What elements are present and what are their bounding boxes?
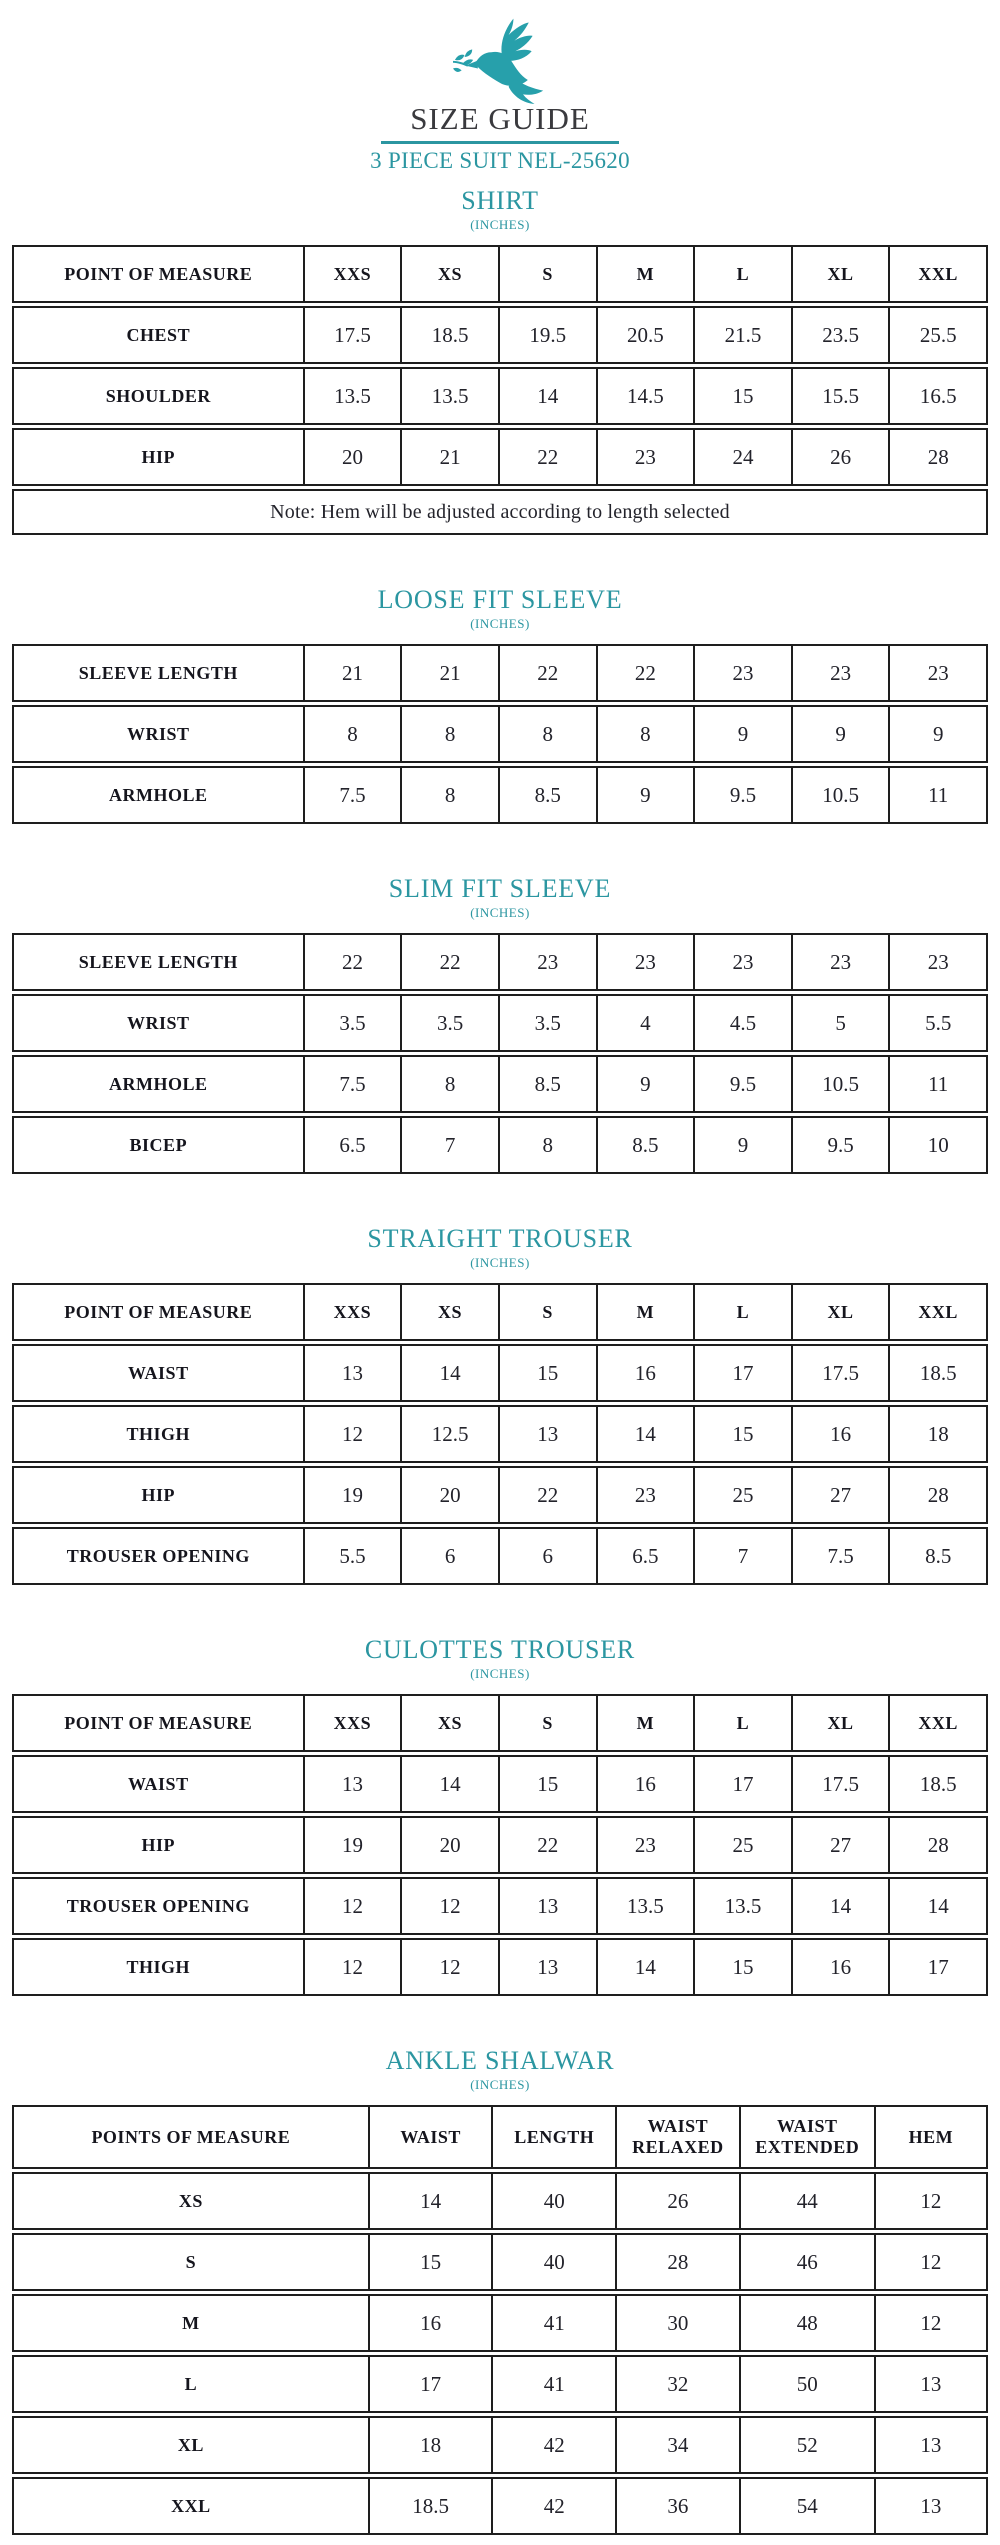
table-row bbox=[12, 2233, 988, 2291]
table-row bbox=[12, 1466, 988, 1524]
value-cell: 14 bbox=[500, 369, 598, 423]
value-cell: 20 bbox=[305, 430, 403, 484]
table-row bbox=[12, 2416, 988, 2474]
header bbox=[0, 0, 1000, 172]
value-cell: 21 bbox=[402, 646, 500, 700]
table-row bbox=[12, 994, 988, 1052]
section-slim-fit-sleeve bbox=[0, 876, 1000, 1174]
value-cell: 41 bbox=[493, 2296, 617, 2350]
value-cell: 6.5 bbox=[305, 1118, 403, 1172]
value-cell: 16.5 bbox=[919, 383, 957, 408]
column-header-cell: S bbox=[500, 1696, 598, 1750]
column-header-cell: WAIST EXTENDED bbox=[741, 2107, 876, 2167]
value-cell: 40 bbox=[493, 2174, 617, 2228]
value-cell: 12 bbox=[305, 1879, 403, 1933]
value-cell: 24 bbox=[695, 430, 793, 484]
value-cell: 26 bbox=[793, 430, 891, 484]
value-cell: 14 bbox=[598, 1407, 696, 1461]
table-row bbox=[12, 766, 988, 824]
value-cell: 16 bbox=[793, 1407, 891, 1461]
value-cell: 23 bbox=[500, 935, 598, 989]
section-unit-straight-trouser: (INCHES) bbox=[470, 1255, 530, 1270]
value-cell: 18 bbox=[370, 2418, 494, 2472]
value-cell: 23 bbox=[598, 1468, 696, 1522]
value-cell: 12 bbox=[305, 1940, 403, 1994]
column-header-cell: WAIST RELAXED bbox=[617, 2107, 741, 2167]
value-cell: 19 bbox=[305, 1468, 403, 1522]
column-header-cell: XXL bbox=[918, 1712, 958, 1733]
column-header-cell: XXL bbox=[918, 1301, 958, 1322]
value-cell: 5 bbox=[793, 996, 891, 1050]
row-label-cell: HIP bbox=[14, 430, 305, 484]
dove-with-olive-branch-icon bbox=[452, 10, 548, 104]
value-cell: 27 bbox=[793, 1468, 891, 1522]
section-title-straight-trouser: STRAIGHT TROUSER bbox=[367, 1224, 633, 1253]
value-cell: 9.5 bbox=[793, 1118, 891, 1172]
value-cell: 19 bbox=[305, 1818, 403, 1872]
value-cell: 17.5 bbox=[793, 1757, 891, 1811]
value-cell: 41 bbox=[493, 2357, 617, 2411]
value-cell: 14.5 bbox=[598, 369, 696, 423]
culottes-trouser-table bbox=[12, 1694, 988, 1996]
value-cell: 13.5 bbox=[305, 369, 403, 423]
column-header-cell: XL bbox=[793, 247, 891, 301]
value-cell: 13 bbox=[500, 1940, 598, 1994]
column-header-cell: XS bbox=[402, 1285, 500, 1339]
row-label-cell: XS bbox=[14, 2174, 370, 2228]
value-cell: 6.5 bbox=[598, 1529, 696, 1583]
row-label-cell: S bbox=[14, 2235, 370, 2289]
value-cell: 23.5 bbox=[793, 308, 891, 362]
table-row bbox=[12, 1527, 988, 1585]
value-cell: 42 bbox=[493, 2418, 617, 2472]
value-cell: 10 bbox=[927, 1132, 949, 1157]
value-cell: 11 bbox=[928, 1071, 949, 1096]
table-row bbox=[12, 2172, 988, 2230]
section-culottes-trouser bbox=[0, 1637, 1000, 1996]
table-note-row bbox=[12, 489, 988, 535]
column-header-cell: S bbox=[500, 247, 598, 301]
row-label-cell: BICEP bbox=[14, 1118, 305, 1172]
table-row bbox=[12, 428, 988, 486]
value-cell: 15.5 bbox=[793, 369, 891, 423]
table-row bbox=[12, 2355, 988, 2413]
title-divider bbox=[381, 141, 619, 144]
table-header-row bbox=[12, 1283, 988, 1341]
value-cell: 4 bbox=[598, 996, 696, 1050]
value-cell: 20.5 bbox=[598, 308, 696, 362]
value-cell: 13 bbox=[305, 1757, 403, 1811]
row-label-cell: ARMHOLE bbox=[14, 1057, 305, 1111]
value-cell: 10.5 bbox=[793, 1057, 891, 1111]
value-cell: 17 bbox=[695, 1757, 793, 1811]
value-cell: 46 bbox=[741, 2235, 876, 2289]
value-cell: 8.5 bbox=[500, 768, 598, 822]
value-cell: 17.5 bbox=[305, 308, 403, 362]
value-cell: 12 bbox=[305, 1407, 403, 1461]
value-cell: 8 bbox=[500, 707, 598, 761]
value-cell: 23 bbox=[598, 935, 696, 989]
value-cell: 14 bbox=[793, 1879, 891, 1933]
table-row bbox=[12, 1816, 988, 1874]
value-cell: 15 bbox=[695, 369, 793, 423]
value-cell: 8 bbox=[500, 1118, 598, 1172]
section-unit-shirt: (INCHES) bbox=[470, 217, 530, 232]
value-cell: 21 bbox=[402, 430, 500, 484]
value-cell: 28 bbox=[927, 1482, 949, 1507]
column-header-cell: XXS bbox=[305, 1285, 403, 1339]
value-cell: 15 bbox=[500, 1346, 598, 1400]
value-cell: 28 bbox=[617, 2235, 741, 2289]
table-header-row bbox=[12, 1694, 988, 1752]
row-label-cell: XL bbox=[14, 2418, 370, 2472]
row-label-cell: CHEST bbox=[14, 308, 305, 362]
table-header-row bbox=[12, 245, 988, 303]
column-header-cell: XL bbox=[793, 1696, 891, 1750]
value-cell: 14 bbox=[598, 1940, 696, 1994]
row-label-cell: ARMHOLE bbox=[14, 768, 305, 822]
value-cell: 12 bbox=[402, 1879, 500, 1933]
value-cell: 20 bbox=[402, 1818, 500, 1872]
value-cell: 22 bbox=[500, 1818, 598, 1872]
column-header-cell: WAIST bbox=[370, 2107, 494, 2167]
value-cell: 7.5 bbox=[793, 1529, 891, 1583]
section-unit-loose-fit-sleeve: (INCHES) bbox=[470, 616, 530, 631]
table-row bbox=[12, 1877, 988, 1935]
row-label-cell: TROUSER OPENING bbox=[14, 1529, 305, 1583]
column-header-cell: LENGTH bbox=[493, 2107, 617, 2167]
value-cell: 23 bbox=[695, 646, 793, 700]
value-cell: 23 bbox=[927, 949, 949, 974]
column-header-cell: M bbox=[598, 1285, 696, 1339]
value-cell: 8 bbox=[402, 1057, 500, 1111]
column-header-cell: POINT OF MEASURE bbox=[14, 247, 305, 301]
value-cell: 28 bbox=[927, 1832, 949, 1857]
value-cell: 9 bbox=[793, 707, 891, 761]
value-cell: 3.5 bbox=[305, 996, 403, 1050]
value-cell: 9 bbox=[598, 1057, 696, 1111]
value-cell: 22 bbox=[305, 935, 403, 989]
section-title-slim-fit-sleeve: SLIM FIT SLEEVE bbox=[388, 874, 612, 903]
value-cell: 8.5 bbox=[598, 1118, 696, 1172]
value-cell: 40 bbox=[493, 2235, 617, 2289]
value-cell: 18.5 bbox=[919, 1771, 957, 1796]
value-cell: 9 bbox=[932, 721, 944, 746]
value-cell: 23 bbox=[793, 935, 891, 989]
value-cell: 32 bbox=[617, 2357, 741, 2411]
value-cell: 7.5 bbox=[305, 1057, 403, 1111]
value-cell: 17 bbox=[695, 1346, 793, 1400]
row-label-cell: WRIST bbox=[14, 996, 305, 1050]
value-cell: 50 bbox=[741, 2357, 876, 2411]
section-unit-slim-fit-sleeve: (INCHES) bbox=[470, 905, 530, 920]
column-header-cell: L bbox=[695, 1285, 793, 1339]
value-cell: 12 bbox=[920, 2249, 942, 2274]
value-cell: 7.5 bbox=[305, 768, 403, 822]
column-header-cell: XXL bbox=[918, 263, 958, 284]
column-header-cell: XS bbox=[402, 1696, 500, 1750]
value-cell: 15 bbox=[500, 1757, 598, 1811]
table-row bbox=[12, 705, 988, 763]
value-cell: 13.5 bbox=[402, 369, 500, 423]
value-cell: 16 bbox=[598, 1757, 696, 1811]
product-code: 3 PIECE SUIT NEL-25620 bbox=[370, 148, 630, 173]
table-row bbox=[12, 306, 988, 364]
column-header-cell: XS bbox=[402, 247, 500, 301]
table-row bbox=[12, 1116, 988, 1174]
row-label-cell: L bbox=[14, 2357, 370, 2411]
row-label-cell: HIP bbox=[14, 1818, 305, 1872]
value-cell: 8.5 bbox=[500, 1057, 598, 1111]
value-cell: 13 bbox=[500, 1879, 598, 1933]
section-title-shirt: SHIRT bbox=[461, 186, 539, 215]
value-cell: 4.5 bbox=[695, 996, 793, 1050]
section-unit-culottes-trouser: (INCHES) bbox=[470, 1666, 530, 1681]
value-cell: 17 bbox=[927, 1954, 949, 1979]
value-cell: 18 bbox=[927, 1421, 949, 1446]
value-cell: 3.5 bbox=[500, 996, 598, 1050]
value-cell: 8 bbox=[402, 768, 500, 822]
column-header-cell: POINTS OF MEASURE bbox=[14, 2107, 370, 2167]
value-cell: 18.5 bbox=[402, 308, 500, 362]
column-header-cell: M bbox=[598, 1696, 696, 1750]
table-row bbox=[12, 1344, 988, 1402]
value-cell: 9 bbox=[598, 768, 696, 822]
row-label-cell: THIGH bbox=[14, 1407, 305, 1461]
row-label-cell: SLEEVE LENGTH bbox=[14, 935, 305, 989]
section-title-loose-fit-sleeve: LOOSE FIT SLEEVE bbox=[377, 585, 623, 614]
table-row bbox=[12, 2294, 988, 2352]
value-cell: 14 bbox=[927, 1893, 949, 1918]
value-cell: 16 bbox=[598, 1346, 696, 1400]
value-cell: 6 bbox=[402, 1529, 500, 1583]
column-header-cell: POINT OF MEASURE bbox=[14, 1285, 305, 1339]
column-header-cell: M bbox=[598, 247, 696, 301]
value-cell: 16 bbox=[793, 1940, 891, 1994]
value-cell: 12 bbox=[920, 2310, 942, 2335]
value-cell: 54 bbox=[741, 2479, 876, 2533]
value-cell: 30 bbox=[617, 2296, 741, 2350]
column-header-cell: L bbox=[695, 247, 793, 301]
value-cell: 13 bbox=[920, 2371, 942, 2396]
value-cell: 13 bbox=[920, 2432, 942, 2457]
table-note: Note: Hem will be adjusted according to length selected bbox=[270, 500, 730, 523]
value-cell: 7 bbox=[695, 1529, 793, 1583]
value-cell: 12 bbox=[402, 1940, 500, 1994]
value-cell: 9 bbox=[695, 1118, 793, 1172]
value-cell: 12 bbox=[920, 2188, 942, 2213]
value-cell: 48 bbox=[741, 2296, 876, 2350]
page-title: SIZE GUIDE bbox=[410, 101, 590, 136]
value-cell: 42 bbox=[493, 2479, 617, 2533]
value-cell: 23 bbox=[598, 430, 696, 484]
section-straight-trouser bbox=[0, 1226, 1000, 1585]
value-cell: 15 bbox=[370, 2235, 494, 2289]
value-cell: 23 bbox=[695, 935, 793, 989]
row-label-cell: TROUSER OPENING bbox=[14, 1879, 305, 1933]
loose-fit-sleeve-table bbox=[12, 644, 988, 824]
value-cell: 12.5 bbox=[402, 1407, 500, 1461]
value-cell: 22 bbox=[500, 1468, 598, 1522]
value-cell: 13.5 bbox=[598, 1879, 696, 1933]
value-cell: 8 bbox=[305, 707, 403, 761]
table-row bbox=[12, 1405, 988, 1463]
value-cell: 23 bbox=[598, 1818, 696, 1872]
value-cell: 13 bbox=[500, 1407, 598, 1461]
value-cell: 25 bbox=[695, 1818, 793, 1872]
section-ankle-shalwar bbox=[0, 2048, 1000, 2535]
column-header-cell: HEM bbox=[908, 2126, 954, 2147]
value-cell: 25 bbox=[695, 1468, 793, 1522]
row-label-cell: M bbox=[14, 2296, 370, 2350]
column-header-cell: XXS bbox=[305, 247, 403, 301]
value-cell: 22 bbox=[500, 430, 598, 484]
table-row bbox=[12, 933, 988, 991]
value-cell: 16 bbox=[370, 2296, 494, 2350]
table-header-row bbox=[12, 2105, 988, 2169]
section-shirt bbox=[0, 188, 1000, 535]
logo-wrap bbox=[0, 0, 1000, 100]
table-row bbox=[12, 367, 988, 425]
value-cell: 21.5 bbox=[695, 308, 793, 362]
value-cell: 8 bbox=[598, 707, 696, 761]
column-header-cell: POINT OF MEASURE bbox=[14, 1696, 305, 1750]
value-cell: 17 bbox=[370, 2357, 494, 2411]
value-cell: 23 bbox=[793, 646, 891, 700]
value-cell: 15 bbox=[695, 1940, 793, 1994]
value-cell: 44 bbox=[741, 2174, 876, 2228]
straight-trouser-table bbox=[12, 1283, 988, 1585]
table-row bbox=[12, 1055, 988, 1113]
value-cell: 8.5 bbox=[925, 1543, 952, 1568]
value-cell: 17.5 bbox=[793, 1346, 891, 1400]
row-label-cell: THIGH bbox=[14, 1940, 305, 1994]
row-label-cell: WAIST bbox=[14, 1757, 305, 1811]
table-row bbox=[12, 2477, 988, 2535]
table-row bbox=[12, 1938, 988, 1996]
value-cell: 22 bbox=[402, 935, 500, 989]
value-cell: 7 bbox=[402, 1118, 500, 1172]
value-cell: 3.5 bbox=[402, 996, 500, 1050]
value-cell: 19.5 bbox=[500, 308, 598, 362]
value-cell: 26 bbox=[617, 2174, 741, 2228]
value-cell: 9.5 bbox=[695, 768, 793, 822]
value-cell: 22 bbox=[500, 646, 598, 700]
value-cell: 5.5 bbox=[925, 1010, 952, 1035]
value-cell: 52 bbox=[741, 2418, 876, 2472]
value-cell: 22 bbox=[598, 646, 696, 700]
row-label-cell: WAIST bbox=[14, 1346, 305, 1400]
value-cell: 11 bbox=[928, 782, 949, 807]
value-cell: 20 bbox=[402, 1468, 500, 1522]
value-cell: 28 bbox=[927, 444, 949, 469]
table-row bbox=[12, 1755, 988, 1813]
value-cell: 14 bbox=[402, 1757, 500, 1811]
value-cell: 14 bbox=[402, 1346, 500, 1400]
value-cell: 18.5 bbox=[370, 2479, 494, 2533]
section-title-ankle-shalwar: ANKLE SHALWAR bbox=[385, 2046, 615, 2075]
value-cell: 27 bbox=[793, 1818, 891, 1872]
row-label-cell: HIP bbox=[14, 1468, 305, 1522]
value-cell: 14 bbox=[370, 2174, 494, 2228]
value-cell: 13 bbox=[305, 1346, 403, 1400]
value-cell: 13 bbox=[920, 2493, 942, 2518]
row-label-cell: WRIST bbox=[14, 707, 305, 761]
section-title-culottes-trouser: CULOTTES TROUSER bbox=[364, 1635, 636, 1664]
value-cell: 9.5 bbox=[695, 1057, 793, 1111]
value-cell: 10.5 bbox=[793, 768, 891, 822]
row-label-cell: SLEEVE LENGTH bbox=[14, 646, 305, 700]
table-row bbox=[12, 644, 988, 702]
value-cell: 15 bbox=[695, 1407, 793, 1461]
value-cell: 5.5 bbox=[305, 1529, 403, 1583]
value-cell: 13.5 bbox=[695, 1879, 793, 1933]
row-label-cell: XXL bbox=[14, 2479, 370, 2533]
column-header-cell: XL bbox=[793, 1285, 891, 1339]
column-header-cell: S bbox=[500, 1285, 598, 1339]
value-cell: 21 bbox=[305, 646, 403, 700]
row-label-cell: SHOULDER bbox=[14, 369, 305, 423]
value-cell: 6 bbox=[500, 1529, 598, 1583]
shirt-table bbox=[12, 245, 988, 535]
column-header-cell: XXS bbox=[305, 1696, 403, 1750]
value-cell: 9 bbox=[695, 707, 793, 761]
section-loose-fit-sleeve bbox=[0, 587, 1000, 824]
value-cell: 25.5 bbox=[919, 322, 957, 347]
ankle-shalwar-table bbox=[12, 2105, 988, 2535]
column-header-cell: L bbox=[695, 1696, 793, 1750]
value-cell: 23 bbox=[927, 660, 949, 685]
value-cell: 8 bbox=[402, 707, 500, 761]
value-cell: 36 bbox=[617, 2479, 741, 2533]
value-cell: 34 bbox=[617, 2418, 741, 2472]
section-unit-ankle-shalwar: (INCHES) bbox=[470, 2077, 530, 2092]
slim-fit-sleeve-table bbox=[12, 933, 988, 1174]
value-cell: 18.5 bbox=[919, 1360, 957, 1385]
